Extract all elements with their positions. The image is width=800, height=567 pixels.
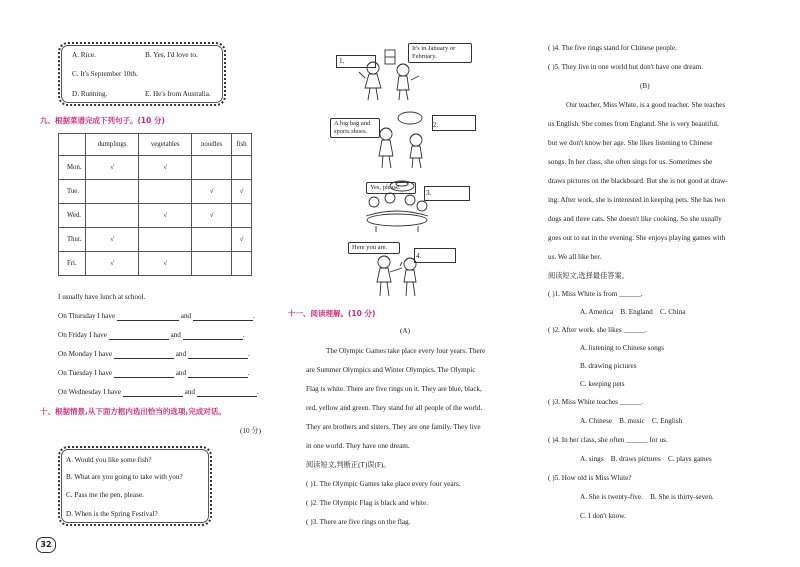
table-cell <box>192 228 232 252</box>
passage-b-line: Our teacher, Miss White, is a good teacher. She teaches <box>566 101 726 109</box>
tf-question-3: ( )3. There are five rings on the flag. <box>306 518 411 526</box>
table-header: dumplings <box>86 134 139 156</box>
answer-blank[interactable] <box>197 389 257 397</box>
table-cell: √ <box>231 228 251 252</box>
passage-b-line: us English. She comes from England. She is very beautiful, <box>548 120 719 128</box>
tf-question-4: ( )4. The five rings stand for Chinese people. <box>548 44 677 52</box>
sentence-2: On Friday I have and . <box>58 331 245 339</box>
table-cell <box>139 180 192 204</box>
mc-question-4: ( )4. In her class, she often ______ for us. <box>548 436 668 444</box>
section10-score: (10 分) <box>240 427 261 435</box>
passage-b-line: songs. In her class, she often sings for us. Sometimes she <box>548 158 713 166</box>
instruction-a: 阅读短文,判断正(T)误(F)。 <box>306 461 391 469</box>
menu-table <box>58 133 252 276</box>
instruction-b: 阅读短文,选择最佳答案。 <box>548 272 629 280</box>
table-cell <box>231 252 251 276</box>
table-cell: √ <box>139 156 192 180</box>
section11-title: 十一、阅读理解。(10 分) <box>288 309 376 318</box>
table-cell: √ <box>139 204 192 228</box>
dialog-option-a: A. Would you like some fish? <box>66 456 152 464</box>
passage-b-line: dogs and three cats. She doesn't like cooking. So she usually <box>548 215 722 223</box>
answer-blank[interactable] <box>114 351 174 359</box>
passage-b-line: but we don't know her age. She likes listening to Chinese <box>548 139 713 147</box>
option-e: E. He's from Australia. <box>145 90 211 98</box>
blank-label-1: 1. <box>339 57 345 65</box>
tf-question-2: ( )2. The Olympic Flag is black and white. <box>306 499 429 507</box>
part-b-heading: (B) <box>640 82 650 90</box>
mc-option-2c: C. keeping pets <box>580 380 625 388</box>
day-cell: Thur. <box>59 228 86 252</box>
answer-blank[interactable] <box>188 370 248 378</box>
mc-options-1: A. America B. England C. China <box>580 308 686 316</box>
speech-bubble-2: A big bag and sports shoes. <box>330 118 380 138</box>
page-number: 32 <box>36 537 56 553</box>
sentence-3: On Monday I have and . <box>58 350 250 358</box>
passage-a-line: Flag is white. There are five rings on it. They are blue, black, <box>306 385 482 393</box>
table-header <box>59 134 86 156</box>
answer-blank[interactable] <box>117 313 179 321</box>
section9-title: 九、根据菜谱完成下列句子。(10 分) <box>40 116 165 125</box>
kids-illustration-1 <box>355 48 425 103</box>
table-header: vegetables <box>139 134 192 156</box>
table-cell <box>86 204 139 228</box>
table-cell <box>231 156 251 180</box>
table-cell: √ <box>139 252 192 276</box>
passage-b-line: draws pictures on the blackboard. But she is not good at draw- <box>548 177 728 185</box>
kids-illustration-2 <box>372 110 432 172</box>
sentence-5: On Wednesday I have and . <box>58 388 259 396</box>
passage-b-line: ing. After work, she is interested in keeping pets. She has two <box>548 196 726 204</box>
mc-options-4: A. sings B. draws pictures C. plays games <box>580 455 712 463</box>
table-cell <box>192 156 232 180</box>
mc-option-2b: B. drawing pictures <box>580 362 637 370</box>
mc-option-2a: A. listening to Chinese songs <box>580 344 665 352</box>
passage-a-line: are Summer Olympics and Winter Olympics. The Olympic <box>306 366 476 374</box>
table-cell: √ <box>86 252 139 276</box>
speech-bubble-4: Here you are. <box>348 242 400 254</box>
section10-title: 十、根据情景,从下面方框内选出恰当的选项,完成对话。 <box>40 407 226 416</box>
dialog-option-d: D. When is the Spring Festival? <box>66 510 158 518</box>
dialog-option-c: C. Pass me the pen, please. <box>66 491 144 499</box>
tf-question-5: ( )5. They live in one world but don't have one dream. <box>548 63 704 71</box>
table-cell: √ <box>86 156 139 180</box>
family-dinner-illustration <box>364 176 430 232</box>
answer-blank[interactable] <box>123 389 183 397</box>
table-header: fish <box>231 134 251 156</box>
table-cell <box>231 204 251 228</box>
speech-bubble-1: It's in January or February. <box>408 43 472 63</box>
sentence-4: On Tuesday I have and . <box>58 369 250 377</box>
passage-a-line: They are brothers and sisters. They are one family. They live <box>306 423 481 431</box>
table-cell: √ <box>192 180 232 204</box>
part-a-heading: (A) <box>400 327 410 335</box>
mc-question-2: ( )2. After work, she likes ______. <box>548 326 647 334</box>
blank-label-2: 2. <box>433 121 439 129</box>
mc-question-3: ( )3. Miss White teaches ______. <box>548 398 644 406</box>
answer-blank[interactable] <box>109 332 169 340</box>
passage-b-line: goes out to eat in the evening. She enjoys playing games with <box>548 234 726 242</box>
table-cell <box>192 252 232 276</box>
answer-blank[interactable] <box>183 332 243 340</box>
table-cell: √ <box>192 204 232 228</box>
option-b: B. Yes, I'd love to. <box>145 51 198 59</box>
option-c: C. It's September 10th. <box>72 70 138 78</box>
blank-label-4: 4. <box>416 252 422 260</box>
sentence-1: On Thursday I have and . <box>58 312 255 320</box>
mc-question-5: ( )5. How old is Miss White? <box>548 474 632 482</box>
table-cell: √ <box>86 228 139 252</box>
option-d: D. Running. <box>72 90 108 98</box>
answer-blank[interactable] <box>114 370 174 378</box>
table-cell <box>86 180 139 204</box>
answer-blank[interactable] <box>188 351 248 359</box>
dialog-option-b: B. What are you going to take with you? <box>66 473 183 481</box>
option-a: A. Rice. <box>72 51 96 59</box>
passage-a-line: The Olympic Games take place every four years. There <box>326 347 486 355</box>
mc-option-5c: C. I don't know. <box>580 512 626 520</box>
speech-bubble-3: Yes, please. <box>366 182 416 194</box>
day-cell: Wed. <box>59 204 86 228</box>
table-cell <box>139 228 192 252</box>
tf-question-1: ( )1. The Olympic Games take place every four years. <box>306 480 461 488</box>
passage-a-line: in one world. They have one dream. <box>306 442 410 450</box>
section9-intro: I usually have lunch at school. <box>58 293 146 301</box>
passage-a-line: red, yellow and green. They stand for all people of the world. <box>306 404 483 412</box>
mc-options-3: A. Chinese B. music C. English <box>580 417 683 425</box>
mc-options-5ab: A. She is twenty-five. B. She is thirty-seven. <box>580 493 714 501</box>
blank-box-2[interactable] <box>432 115 476 131</box>
day-cell: Fri. <box>59 252 86 276</box>
kids-illustration-4 <box>370 250 430 302</box>
mc-question-1: ( )1. Miss White is from ______. <box>548 290 643 298</box>
day-cell: Tue. <box>59 180 86 204</box>
blank-label-3: 3. <box>426 189 432 197</box>
table-cell: √ <box>231 180 251 204</box>
day-cell: Mon. <box>59 156 86 180</box>
table-header: noodles <box>192 134 232 156</box>
passage-b-line: us. We all like her. <box>548 253 602 261</box>
answer-blank[interactable] <box>193 313 253 321</box>
